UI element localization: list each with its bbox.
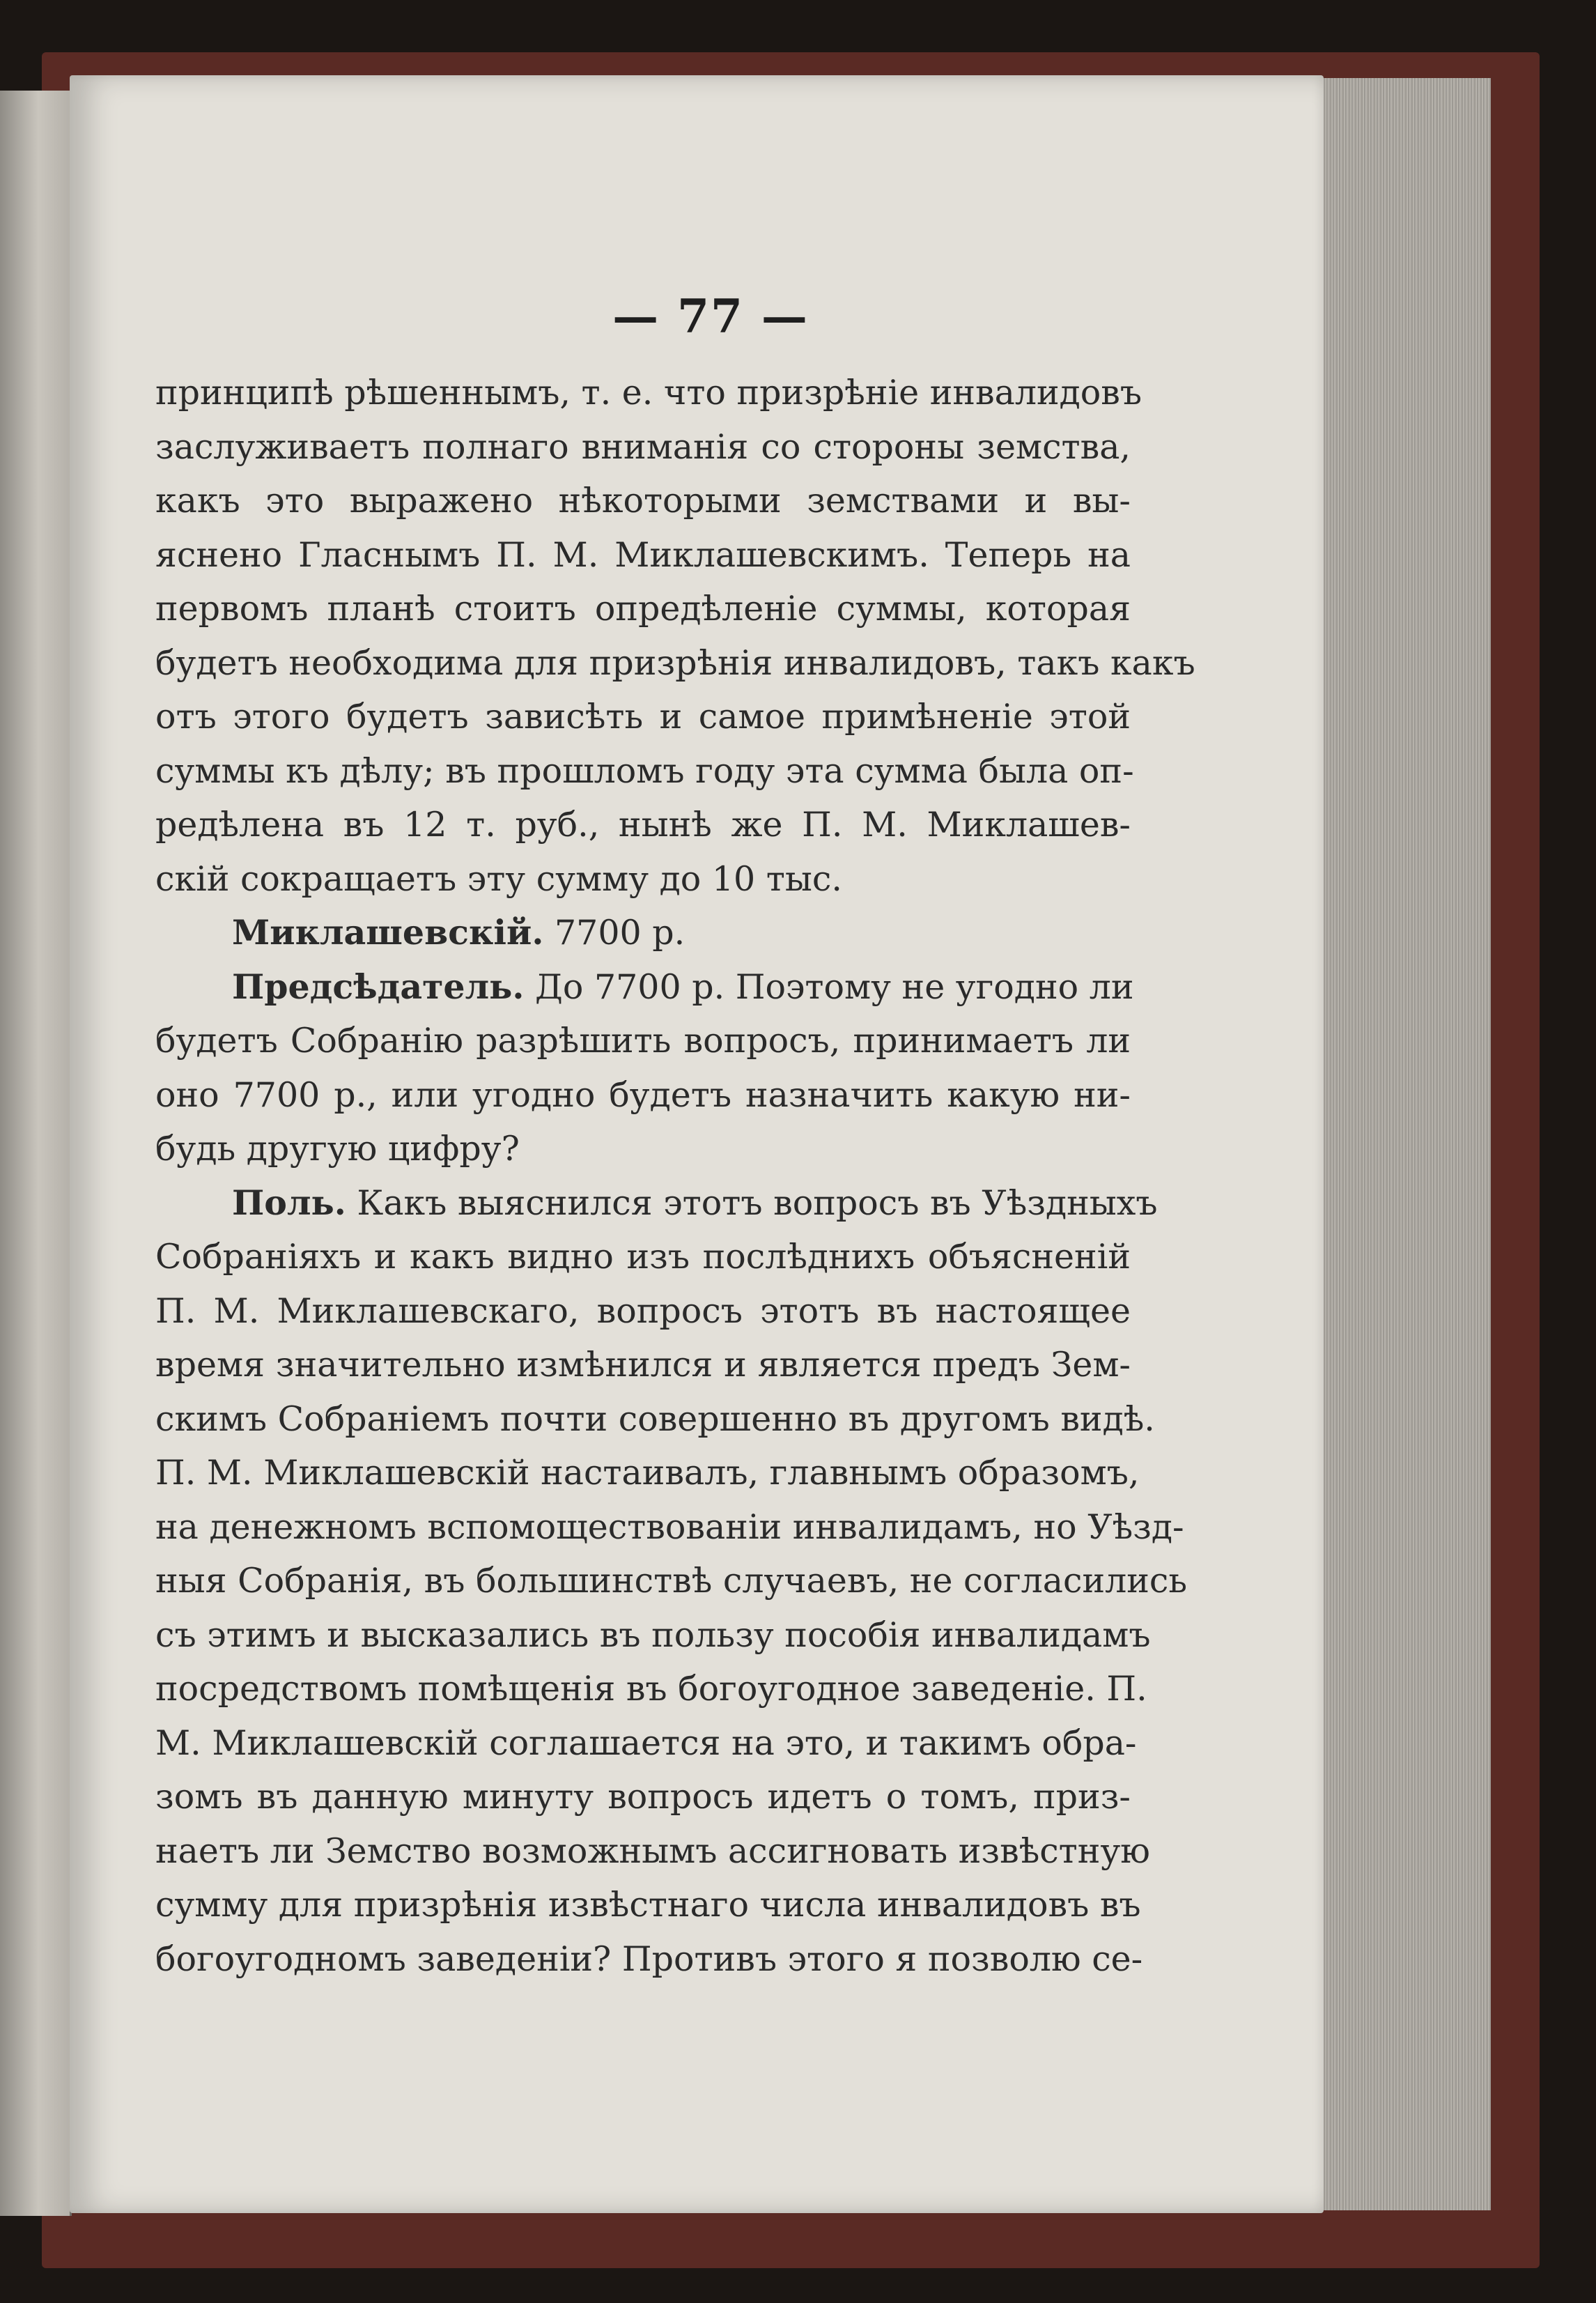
speaker-miklashevsky: Миклашевскій.: [232, 912, 544, 953]
text-line: какъ это выражено нѣкоторыми земствами и вы-: [155, 481, 1131, 521]
text-line: принципѣ рѣшеннымъ, т. е. что призрѣніе инвалидовъ: [155, 373, 1142, 413]
text-line: ныя Собранія, въ большинствѣ случаевъ, не согласились: [155, 1561, 1188, 1601]
text-line: отъ этого будетъ зависѣть и самое примѣненіе этой: [155, 697, 1131, 737]
text-line: наетъ ли Земство возможнымъ ассигновать извѣстную: [155, 1831, 1150, 1871]
text-line: скій сокращаетъ эту сумму до 10 тыс.: [155, 858, 842, 899]
text-line: скимъ Собраніемъ почти совершенно въ другомъ видѣ.: [155, 1399, 1155, 1439]
speech-line: [155, 906, 1131, 960]
text-line: будетъ необходима для призрѣнія инвалидовъ, такъ какъ: [155, 642, 1195, 683]
text-line: редѣлена въ 12 т. руб., нынѣ же П. М. Миклашев-: [155, 805, 1131, 845]
text-line: П. М. Миклашевскаго, вопросъ этотъ въ настоящее: [155, 1291, 1131, 1331]
speech-line: [155, 1176, 1158, 1231]
speaker-pol: Поль.: [232, 1182, 346, 1223]
speech-text: 7700 р.: [554, 913, 685, 953]
text-line: заслуживаетъ полнаго вниманія со стороны земства,: [155, 426, 1131, 467]
text-line: Собраніяхъ и какъ видно изъ послѣднихъ объясненій: [155, 1237, 1131, 1277]
speaker-chairman: Предсѣдатель.: [232, 966, 525, 1007]
text-line: сумму для призрѣнія извѣстнаго числа инвалидовъ въ: [155, 1885, 1141, 1925]
text-line: посредствомъ помѣщенія въ богоугодное заведеніе. П.: [155, 1669, 1147, 1709]
text-line: суммы къ дѣлу; въ прошломъ году эта сумма была оп-: [155, 750, 1134, 791]
text-line: будетъ Собранію разрѣшить вопросъ, принимаетъ ли: [155, 1021, 1131, 1061]
text-line: зомъ въ данную минуту вопросъ идетъ о томъ, приз-: [155, 1777, 1131, 1817]
left-page-edge: [0, 91, 72, 2216]
text-line: яснено Гласнымъ П. М. Миклашевскимъ. Теперь на: [155, 534, 1131, 575]
text-line: П. М. Миклашевскій настаивалъ, главнымъ образомъ,: [155, 1453, 1140, 1493]
page-edges: [1320, 78, 1491, 2210]
speech-text: До 7700 р. Поэтому не угодно ли: [535, 966, 1134, 1007]
text-line: богоугодномъ заведеніи? Противъ этого я позволю се-: [155, 1939, 1143, 1979]
text-line: время значительно измѣнился и является предъ Зем-: [155, 1345, 1131, 1385]
text-line: на денежномъ вспомоществованіи инвалидамъ, но Уѣзд-: [155, 1507, 1184, 1547]
page-text: [155, 366, 1195, 1986]
text-line: первомъ планѣ стоитъ опредѣленіе суммы, которая: [155, 589, 1131, 629]
text-line: оно 7700 р., или угодно будетъ назначить какую ни-: [155, 1075, 1131, 1115]
text-line: М. Миклашевскій соглашается на это, и такимъ обра-: [155, 1723, 1137, 1763]
page-number: — 77 —: [612, 289, 809, 344]
text-line: съ этимъ и высказались въ пользу пособія инвалидамъ: [155, 1615, 1151, 1655]
speech-text: Какъ выяснился этотъ вопросъ въ Уѣздныхъ: [357, 1183, 1158, 1223]
text-line: будь другую цифру?: [155, 1129, 520, 1169]
speech-line: [155, 960, 1134, 1015]
